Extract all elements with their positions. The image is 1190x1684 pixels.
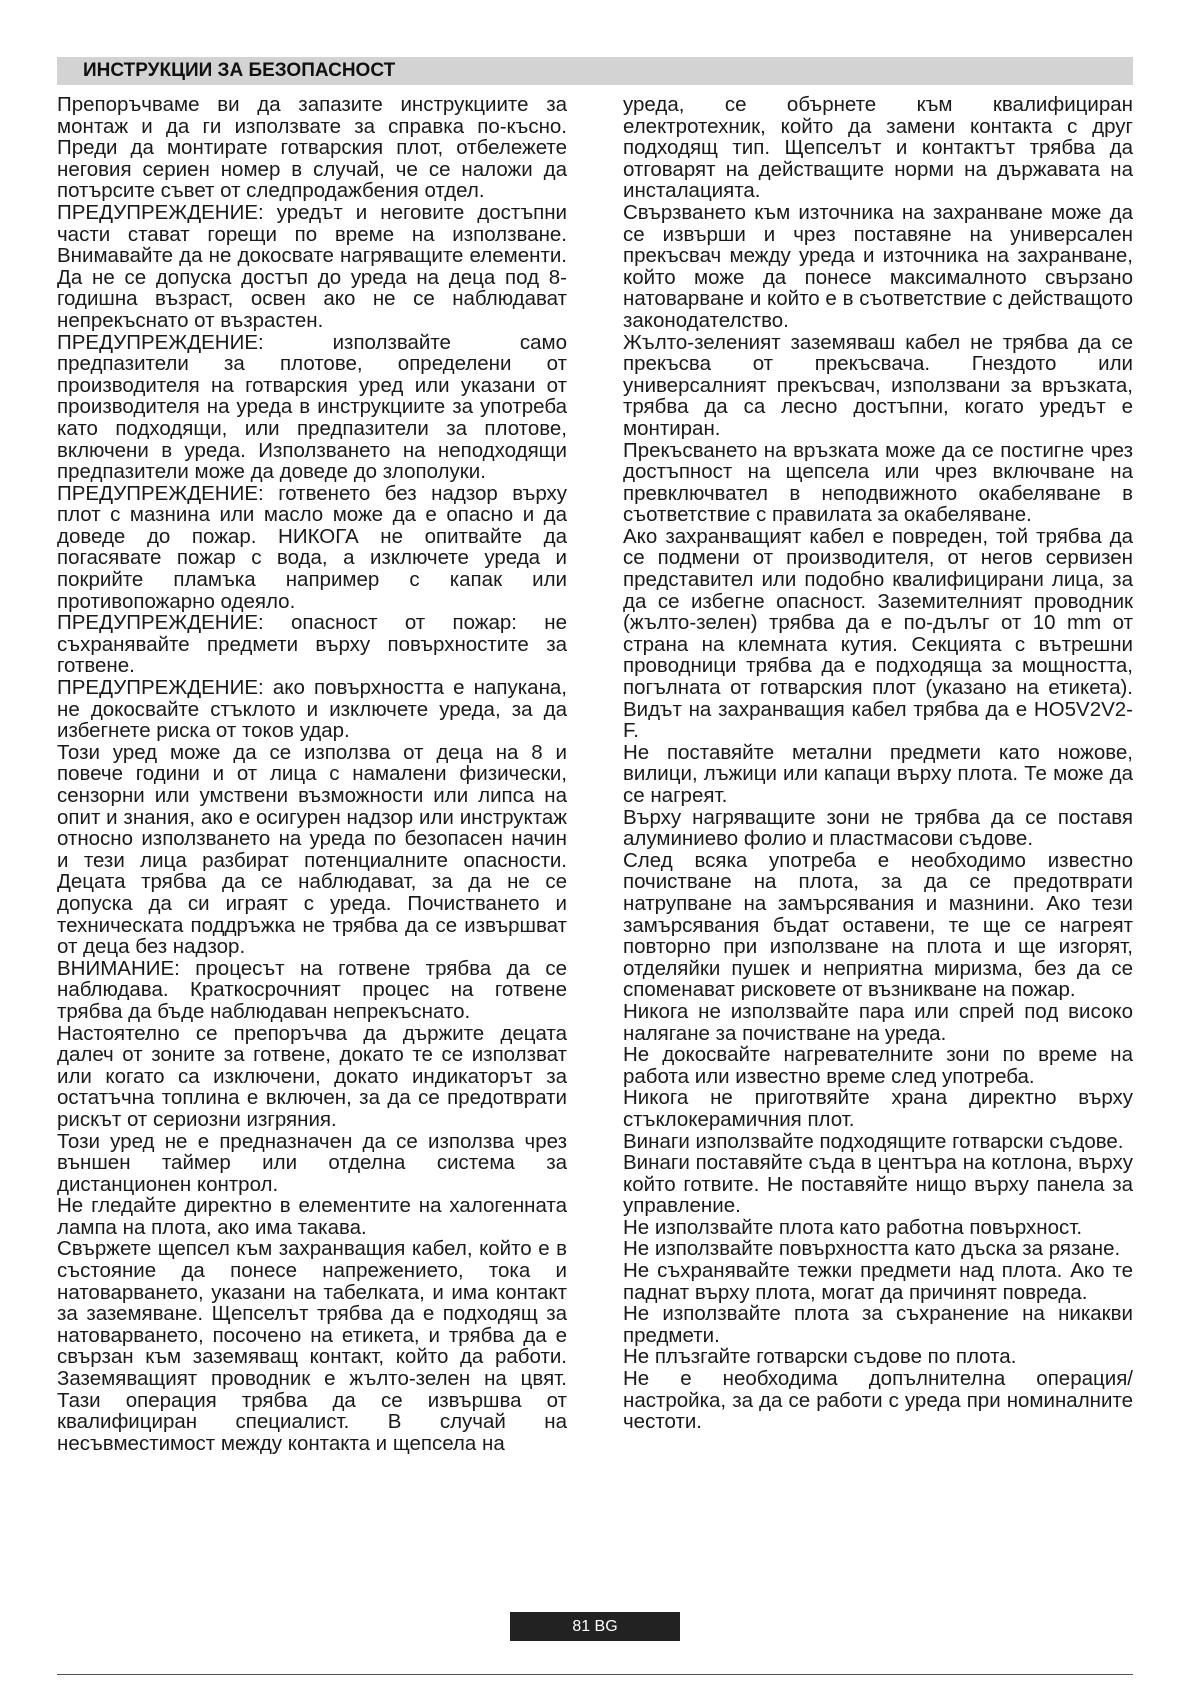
paragraph: Никога не използвайте пара или спрей под високо налягане за почистване на уреда. [623,999,1133,1045]
footer-divider [57,1674,1133,1675]
paragraph: Винаги използвайте подходящите готварски съдове. [623,1129,1124,1153]
paragraph: Свързването към източника на захранване може да се извърши и чрез поставяне на универсален прекъсвач между уреда и източника на захранване, който може да понесе максималното свързано натоварване и който е в съответствие с действащото законодателство. [623,200,1133,332]
paragraph: уреда, се обърнете към квалифициран електротехник, който да замени контакта с друг подходящ тип. Щепселът и контактът трябва да отговарят на действащите норми на държавата на инсталацията. [623,93,1133,203]
paragraph: След всяка употреба е необходимо известно почистване на плота, за да се предотврати натрупване на замърсявания и мазнини. Ако тези замърсявания бъдат оставени, те ще се нагреят повторно при използване на плота и ще изгорят, отделяйки пушек и неприятна миризма, без да се споменават рисковете от възникване на пожар. [623,848,1133,1002]
paragraph: Никога не приготвяйте храна директно върху стъклокерамичния плот. [623,1086,1133,1131]
page-number-badge [510,1612,680,1641]
paragraph: Не гледайте директно в елементите на халогенната лампа на плота, ако има такава. [57,1194,567,1239]
paragraph: Върху нагряващите зони не трябва да се поставя алуминиево фолио и пластмасови съдове. [623,805,1133,851]
paragraph: ПРЕДУПРЕЖДЕНИЕ: опасност от пожар: не съхранявайте предмети върху повърхностите за готвене. [57,611,567,678]
paragraph: Не плъзгайте готварски съдове по плота. [623,1345,1017,1369]
paragraph: Препоръчваме ви да запазите инструкциите за монтаж и да ги използвате за справка по-късно. Преди да монтирате готварския плот, отбележете неговия сериен номер в случай, че се наложи да потърсите съвет от следпродажбения отдел. [57,93,567,203]
paragraph: Свържете щепсел към захранващия кабел, който е в състояние да понесе напрежението, тока и натоварването, указани на табелката, и има контакт за заземяване. Щепселът трябва да е подходящ за натоварването, посочено на етикета, и трябва да е свързан към заземяващ контакт, който да работи. Заземяващият проводник е жълто-зелен на цвят. Тази операция трябва да се извършва от квалифициран специалист. В случай на несъвместимост между контакта и щепсела на [57,1237,567,1455]
paragraph: Ако захранващият кабел е повреден, той трябва да се подмени от производителя, от негов сервизен представител или подобно квалифицирани лица, за да се избегне опасност. Заземителният проводник (жълто-зелен) трябва да е по-дълъг от 10 mm от страна на клемната кутия. Секцията с вътрешни проводници трябва да е подходяща за мощността, погълната от готварския плот (указано на етикета). Видът на захранващия кабел трябва да е HO5V2V2-F. [623,524,1133,743]
paragraph: Не поставяйте метални предмети като ножове, вилици, лъжици или капаци върху плота. Те може да се нагреят. [623,740,1133,807]
paragraph: Жълто-зеленият заземяваш кабел не трябва да се прекъсва от прекъсвача. Гнездото или универсалният прекъсвач, използвани за връзката, трябва да са лесно достъпни, когато уредът е монтиран. [623,330,1133,440]
paragraph: Този уред не е предназначен да се използва чрез външен таймер или отделна система за дистанционен контрол. [57,1129,567,1196]
page-number: 81 BG [572,1618,618,1635]
paragraph: ВНИМАНИЕ: процесът на готвене трябва да се наблюдава. Краткосрочният процес на готвене трябва да бъде наблюдаван непрекъснато. [57,956,567,1023]
left-text-column [57,94,567,1454]
paragraph: Винаги поставяйте съда в центъра на котлона, върху който готвите. Не поставяйте нищо върху панела за управление. [623,1151,1133,1218]
right-text-column [623,94,1133,1433]
paragraph: Не използвайте плота като работна повърхност. [623,1215,1083,1239]
paragraph: ПРЕДУПРЕЖДЕНИЕ: ако повърхността е напукана, не докосвайте стъклото и изключете уреда, за да избегнете риска от токов удар. [57,676,567,743]
paragraph: Не използвайте плота за съхранение на никакви предмети. [623,1302,1133,1347]
paragraph: Този уред може да се използва от деца на 8 и повече години и от лица с намалени физически, сензорни или умствени възможности или липса на опит и знания, ако е осигурен надзор или инструктаж относно използването на уреда по безопасен начин и тези лица разбират потенциалните опасности. Децата трябва да се наблюдават, за да не се допуска да си играят с уреда. Почистването и техническата поддръжка не трябва да се извършват от деца без надзор. [57,740,567,959]
paragraph: Не съхранявайте тежки предмети над плота. Ако те паднат върху плота, могат да причинят повреда. [623,1259,1133,1304]
paragraph: ПРЕДУПРЕЖДЕНИЕ: използвайте само предпазители за плотове, определени от производителя на готварския уред или указани от производителя на уреда в инструкциите за употреба като подходящи, или предпазители за плотове, включени в уреда. Използването на неподходящи предпазители може да доведе до злополуки. [57,330,567,484]
paragraph: Не докосвайте нагревателните зони по време на работа или известно време след употреба. [623,1043,1133,1088]
paragraph: Не е необходима допълнителна операция/настройка, за да се работи с уреда при номиналните честоти. [623,1367,1133,1434]
paragraph: Прекъсването на връзката може да се постигне чрез достъпност на щепсела или чрез включване на превключвател в неподвижното окабеляване в съответствие с правилата за окабеляване. [623,438,1133,527]
paragraph: Настоятелно се препоръчва да държите децата далеч от зоните за готвене, докато те се използват или когато са изключени, докато индикаторът за остатъчна топлина е включен, за да се предотврати рискът от сериозни изгряния. [57,1021,567,1131]
paragraph: Не използвайте повърхността като дъска за рязане. [623,1237,1121,1261]
paragraph: ПРЕДУПРЕЖДЕНИЕ: готвенето без надзор върху плот с мазнина или масло може да е опасно и да доведе до пожар. НИКОГА не опитвайте да погасявате пожар с вода, а изключете уреда и покрийте пламъка например с капак или противопожарно одеяло. [57,481,567,613]
section-header [57,57,1133,85]
paragraph: ПРЕДУПРЕЖДЕНИЕ: уредът и неговите достъпни части стават горещи по време на използване. Внимавайте да не докосвате нагряващите елементи. Да не се допуска достъп до уреда на деца под 8-годишна възраст, освен ако не се наблюдават непрекъснато от възрастен. [57,200,567,332]
section-title: ИНСТРУКЦИИ ЗА БЕЗОПАСНОСТ [83,60,396,81]
